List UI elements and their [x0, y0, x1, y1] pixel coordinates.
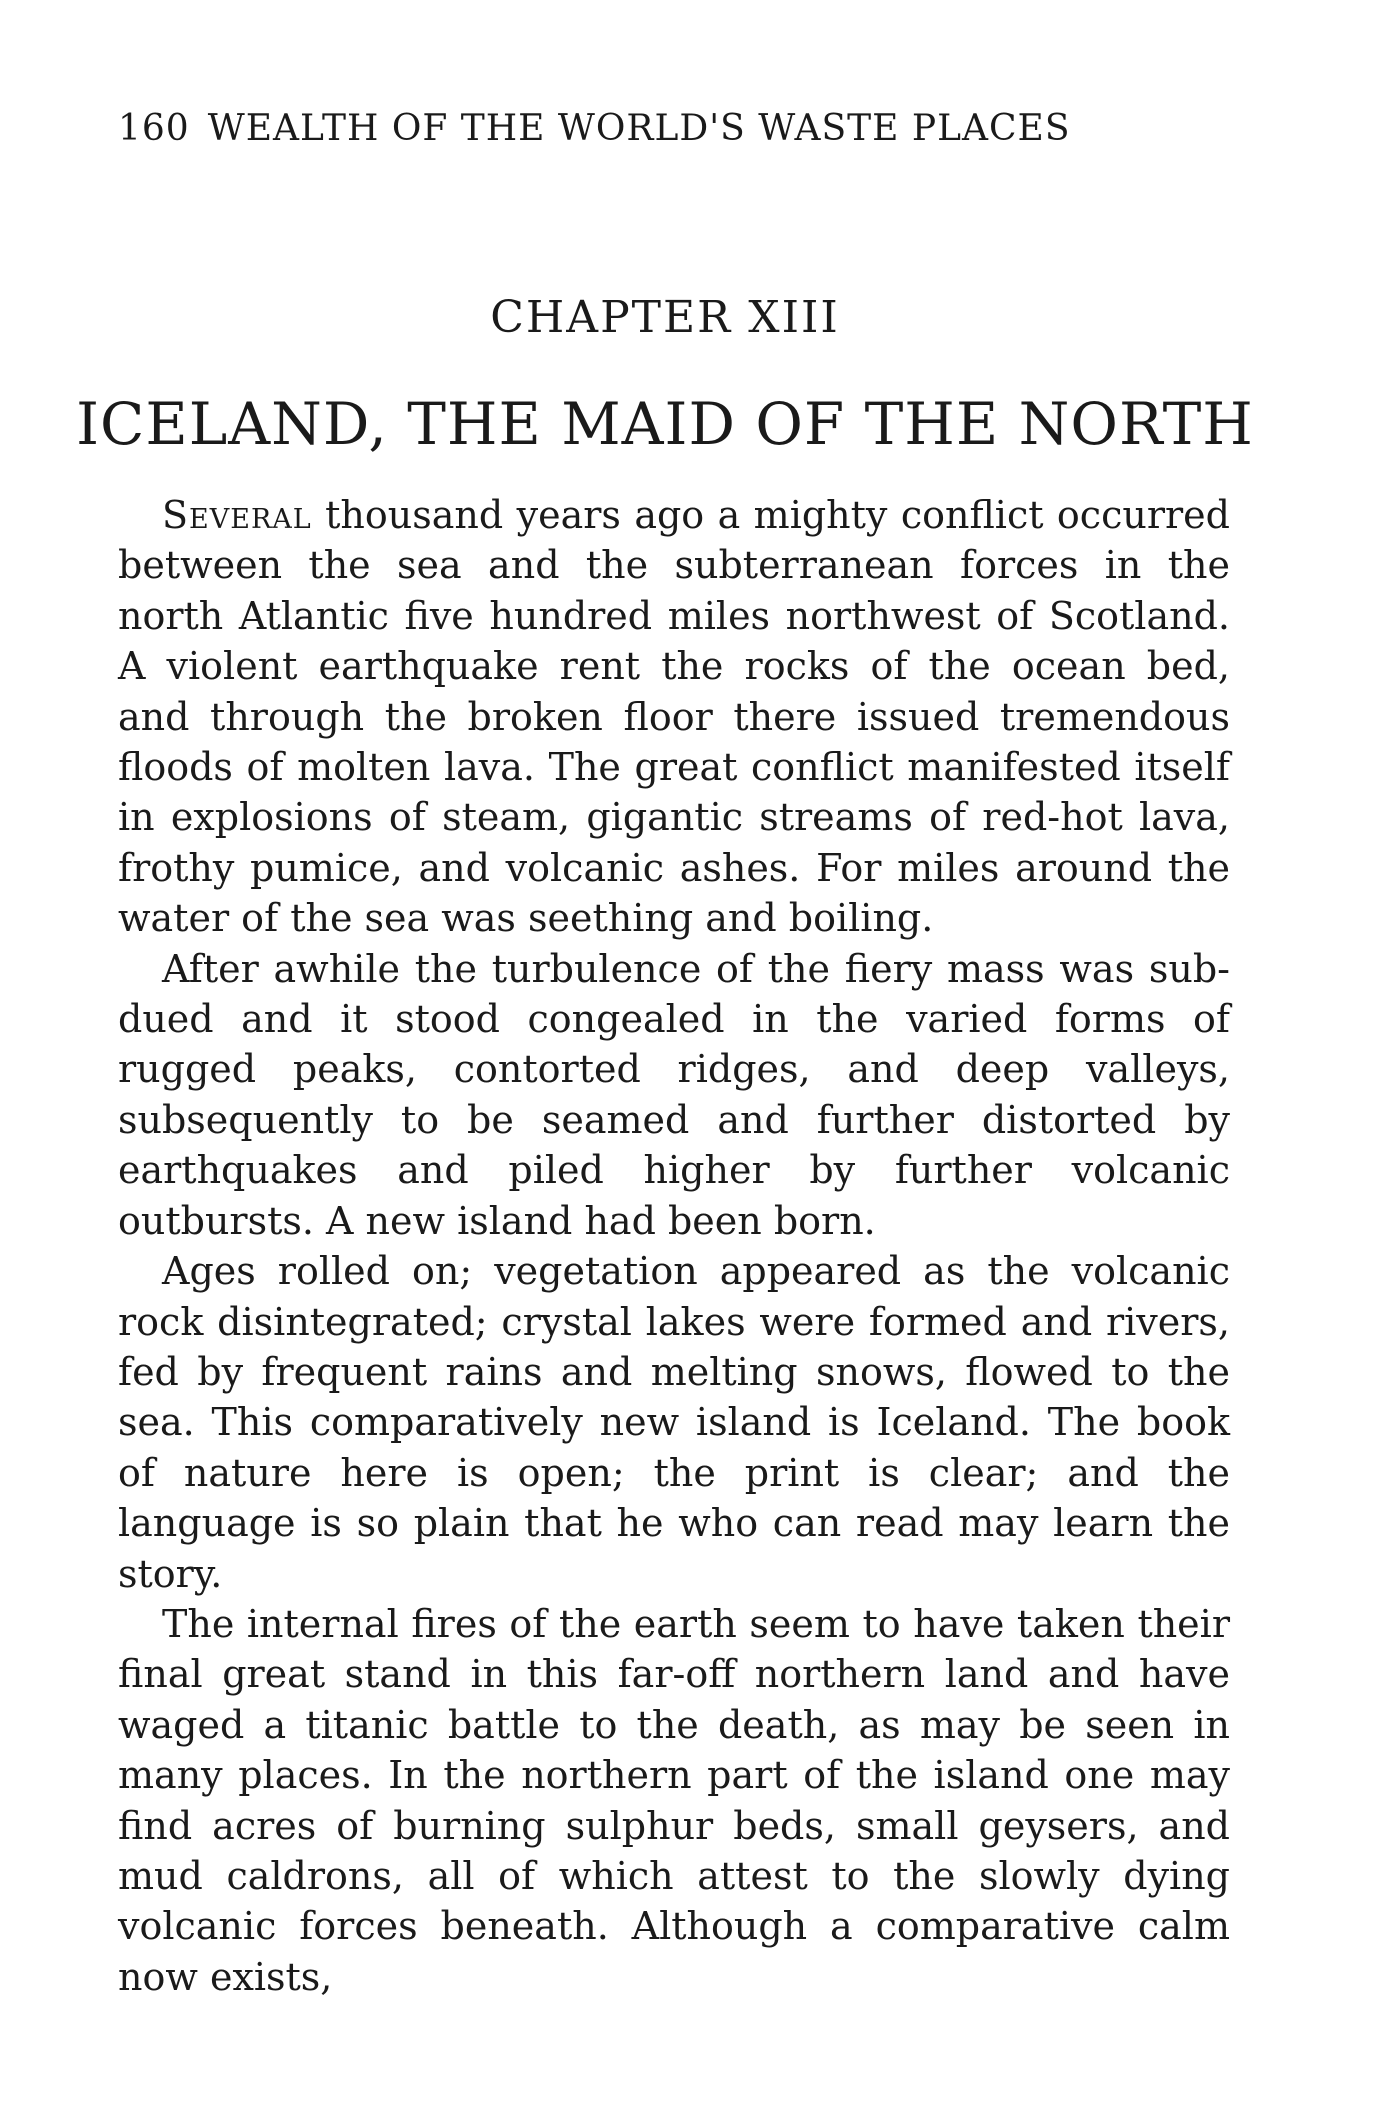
running-title: WEALTH OF THE WORLD'S WASTE PLACES: [207, 108, 1071, 149]
paragraph-text: Ages rolled on; vegetation appeared as the volcanic rock disintegrated; crystal lakes were formed and rivers, fed by frequent rains and melting snows, flowed to the sea. This comparatively new island is Iceland. The book of nature here is open; the print is clear; and the language is so plain that he who can read may learn the story.: [118, 1249, 1230, 1596]
paragraph-4: [118, 1599, 1230, 2002]
paragraph-2: [118, 944, 1230, 1246]
chapter-number: CHAPTER XIII: [490, 292, 840, 343]
paragraph-lead-word: Several: [162, 493, 312, 537]
body-text: [118, 490, 1230, 2002]
paragraph-3: [118, 1246, 1230, 1599]
paragraph-text: The internal fires of the earth seem to have taken their final great stand in this far-off northern land and have waged a titanic battle to the death, as may be seen in many places. In the northern part of the island one may find acres of burning sulphur beds, small geysers, and mud caldrons, all of which attest to the slowly dying volcanic forces beneath. Although a comparative calm now exists,: [118, 1601, 1230, 1999]
paragraph-1: [118, 490, 1230, 944]
paragraph-text: After awhile the turbulence of the fiery mass was subdued and it stood congealed in the varied forms of rugged peaks, contorted ridges, and deep valleys, subsequently to be seamed and further distorted by earthquakes and piled higher by further volcanic outbursts. A new island had been born.: [118, 946, 1230, 1243]
chapter-title: ICELAND, THE MAID OF THE NORTH: [76, 390, 1254, 458]
page-number: 160: [118, 108, 190, 149]
paragraph-text: thousand years ago a mighty conflict occurred between the sea and the subterranean forces in the north Atlantic five hundred miles northwest of Scotland. A violent earthquake rent the rocks of the ocean bed, and through the broken floor there issued tremendous floods of molten lava. The great conflict manifested itself in explosions of steam, gigantic streams of red-hot lava, frothy pumice, and volcanic ashes. For miles around the water of the sea was seething and boiling.: [118, 493, 1230, 941]
running-head: [118, 108, 1071, 149]
